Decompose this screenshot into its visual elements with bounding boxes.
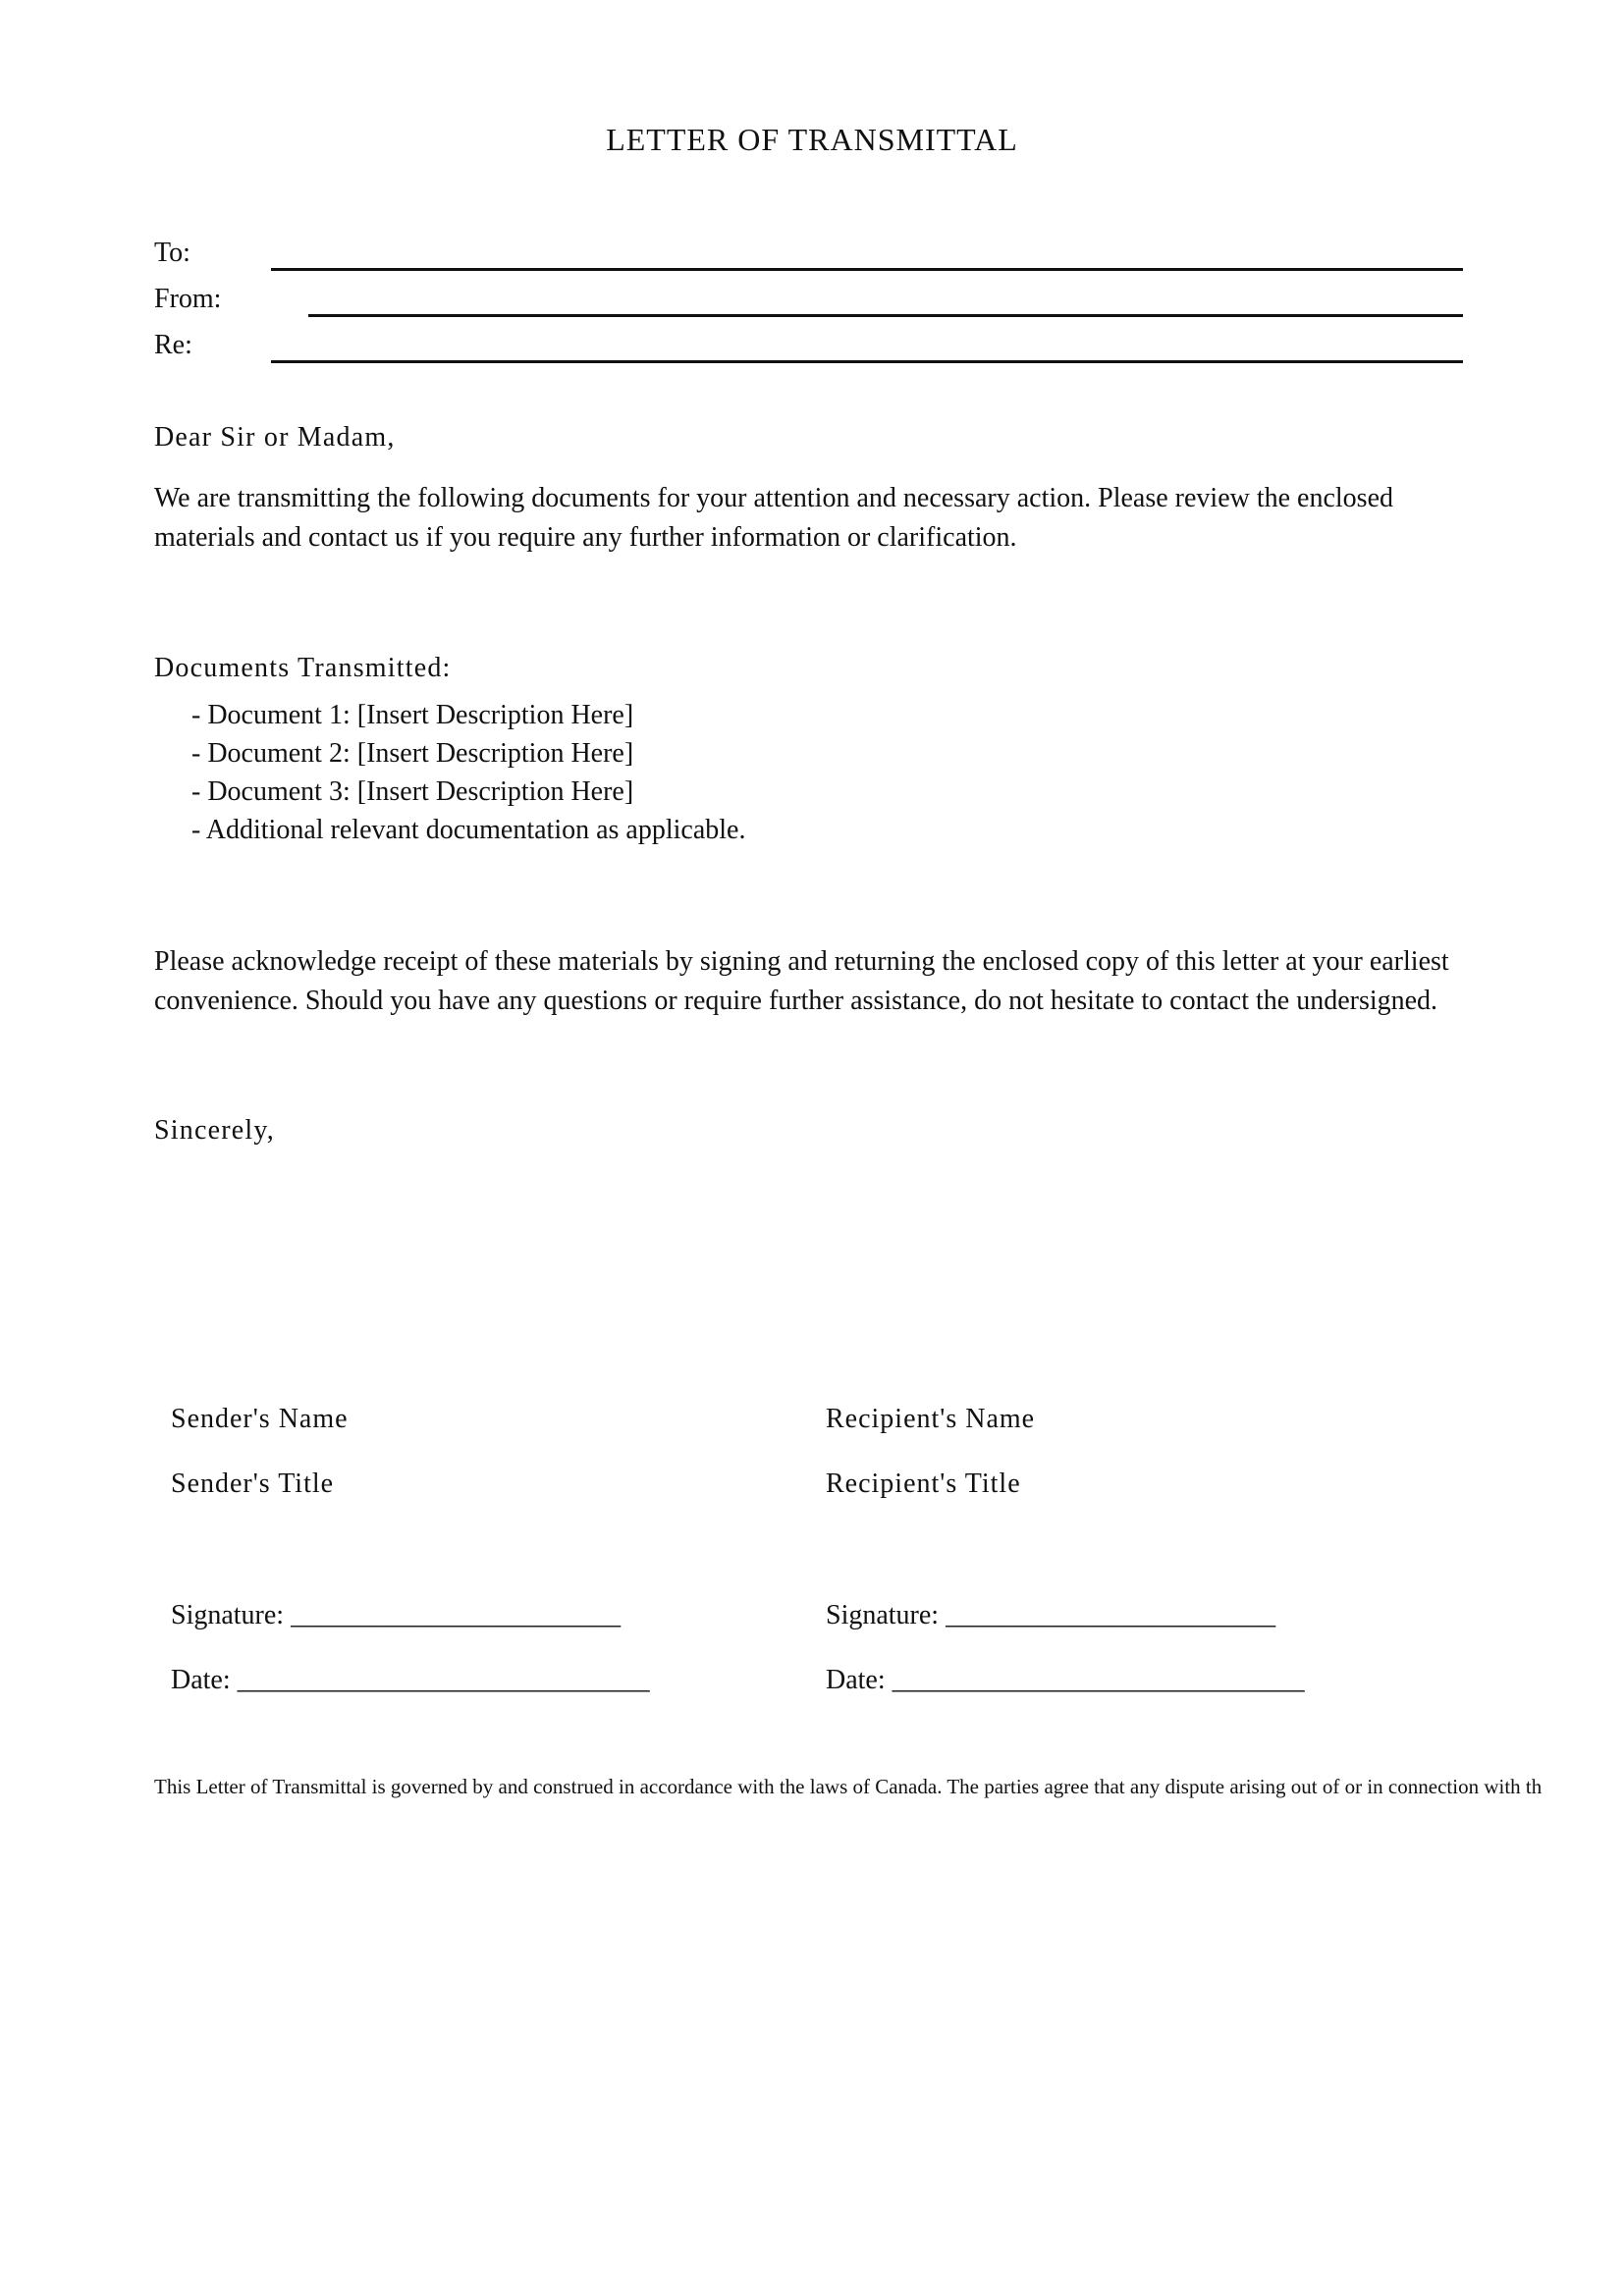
sender-signature-line[interactable]: Signature: ________________________: [171, 1600, 622, 1630]
sender-date-line[interactable]: Date: ______________________________: [171, 1665, 650, 1695]
sender-name: Sender's Name: [171, 1404, 349, 1434]
acknowledgement-paragraph: Please acknowledge receipt of these materials by signing and returning the enclosed copy of this letter at your earliest convenience. Should you have any questions or require further assistance, do not hesitate to contact the undersigned.: [154, 946, 1449, 1016]
list-item: - Document 3: [Insert Description Here]: [191, 776, 634, 807]
list-item: - Additional relevant documentation as applicable.: [191, 815, 746, 845]
from-field[interactable]: [154, 278, 1463, 317]
recipient-date-line[interactable]: Date: ______________________________: [826, 1665, 1305, 1695]
recipient-signature-line[interactable]: Signature: ________________________: [826, 1600, 1276, 1630]
re-fill-line[interactable]: [271, 360, 1463, 363]
documents-heading: Documents Transmitted:: [154, 653, 452, 683]
salutation: Dear Sir or Madam,: [154, 422, 396, 453]
re-field[interactable]: [154, 324, 1463, 363]
from-label: From:: [154, 284, 222, 314]
list-item: - Document 1: [Insert Description Here]: [191, 700, 634, 730]
re-label: Re:: [154, 330, 192, 360]
documents-list: [191, 696, 745, 849]
closing: Sincerely,: [154, 1115, 275, 1146]
governing-law-footer: This Letter of Transmittal is governed by and construed in accordance with the laws of Canada. The parties agree that any dispute arising out of or in connection with th: [154, 1775, 1543, 1798]
from-fill-line[interactable]: [308, 314, 1463, 317]
list-item: - Document 2: [Insert Description Here]: [191, 738, 634, 769]
to-label: To:: [154, 238, 190, 268]
document-title: LETTER OF TRANSMITTAL: [606, 122, 1018, 157]
to-field[interactable]: [154, 232, 1463, 271]
recipient-title: Recipient's Title: [826, 1468, 1021, 1499]
intro-paragraph: We are transmitting the following documents for your attention and necessary action. Please review the enclosed materials and contact us if you require any further information or clarification.: [154, 483, 1394, 553]
sender-title: Sender's Title: [171, 1468, 335, 1499]
recipient-name: Recipient's Name: [826, 1404, 1036, 1434]
to-fill-line[interactable]: [271, 268, 1463, 271]
